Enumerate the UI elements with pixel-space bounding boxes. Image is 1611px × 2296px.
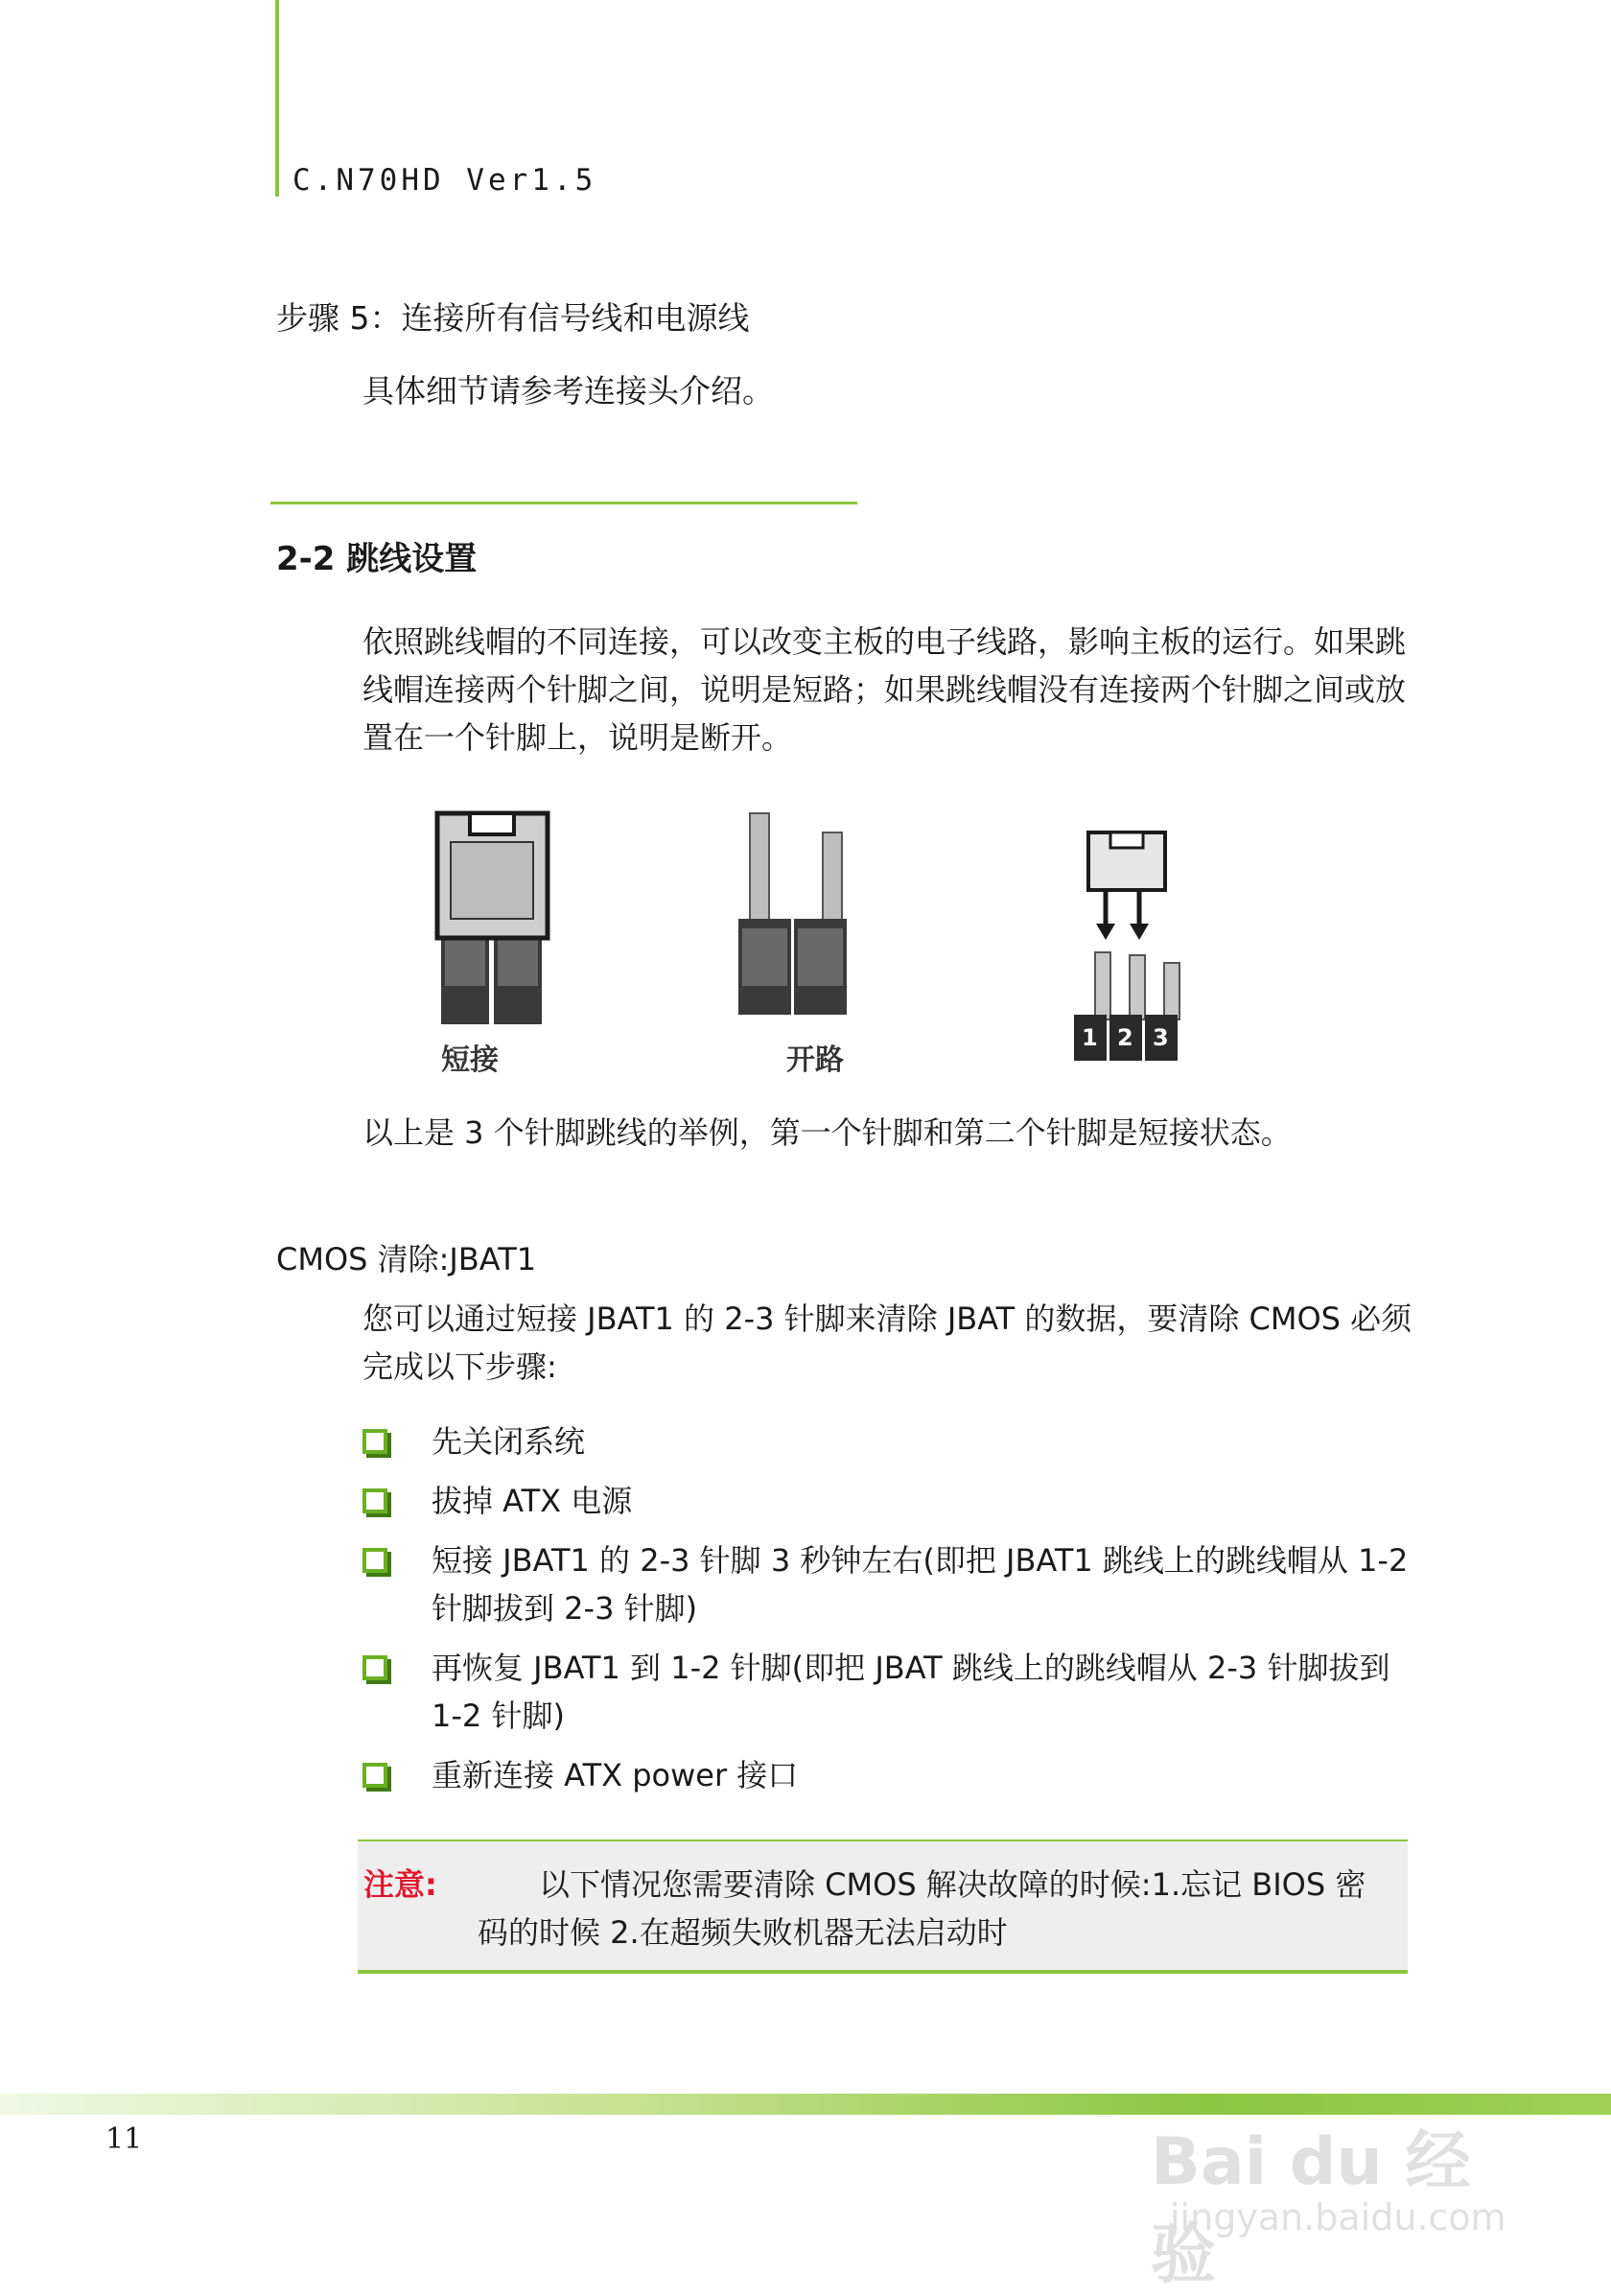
list-item-text: 短接 JBAT1 的 2-3 针脚 3 秒钟左右(即把 JBAT1 跳线上的跳线帽从 1-2 针脚拔到 2-3 针脚): [432, 1542, 1409, 1627]
open-jumper-illustration: [738, 813, 847, 1015]
short-jumper-illustration: [437, 813, 548, 1024]
list-item-text: 再恢复 JBAT1 到 1-2 针脚(即把 JBAT 跳线上的跳线帽从 2-3 针脚拔到 1-2 针脚): [432, 1650, 1390, 1734]
checkbox-bullet-icon: [362, 1655, 387, 1680]
checkbox-bullet-icon: [362, 1763, 387, 1788]
jumper-intro-paragraph: 依照跳线帽的不同连接，可以改变主板的电子线路，影响主板的运行。如果跳线帽连接两个针脚之间，说明是短路；如果跳线帽没有连接两个针脚之间或放置在一个针脚上，说明是断开。: [362, 623, 1407, 756]
list-item: [362, 1417, 1427, 1465]
pin-label-2: 2: [1117, 1024, 1133, 1051]
jumper-figure: [412, 785, 1218, 1091]
cmos-intro-paragraph: 您可以通过短接 JBAT1 的 2-3 针脚来清除 JBAT 的数据，要清除 CMOS 必须完成以下步骤:: [362, 1300, 1413, 1385]
example-text: 以上是 3 个针脚跳线的举例，第一个针脚和第二个针脚是短接状态。: [362, 1114, 1292, 1151]
note-label: 注意:: [363, 1866, 437, 1903]
step-description: 具体细节请参考连接头介绍。: [362, 372, 774, 410]
step-title: 步骤 5：连接所有信号线和电源线: [276, 299, 750, 337]
section-title: 2-2 跳线设置: [276, 540, 478, 578]
caption-short: 短接: [441, 1043, 499, 1077]
list-item-text: 拔掉 ATX 电源: [432, 1483, 633, 1519]
list-item-text: 先关闭系统: [432, 1423, 586, 1460]
list-item: [362, 1751, 1427, 1799]
page-number: 11: [105, 2122, 143, 2156]
watermark-url: jingyan.baidu.com: [1170, 2196, 1506, 2238]
checkbox-bullet-icon: [362, 1488, 387, 1513]
list-item: [362, 1477, 1427, 1525]
list-item-text: 重新连接 ATX power 接口: [432, 1757, 799, 1793]
cmos-steps-list: [362, 1417, 1427, 1811]
checkbox-bullet-icon: [362, 1548, 387, 1573]
list-item: [362, 1536, 1427, 1632]
pin-label-3: 3: [1153, 1024, 1169, 1051]
checkbox-bullet-icon: [362, 1429, 387, 1454]
pin-label-1: 1: [1082, 1024, 1098, 1051]
note-box: [358, 1839, 1408, 1974]
watermark-brand: Bai du 经验: [1151, 2124, 1471, 2293]
header-model: C.N70HD Ver1.5: [292, 163, 597, 198]
section-divider: [270, 502, 857, 504]
caption-open: 开路: [786, 1043, 844, 1077]
watermark: [1151, 2072, 1534, 2293]
cmos-title: CMOS 清除:JBAT1: [276, 1241, 537, 1277]
note-text: 以下情况您需要清除 CMOS 解决故障的时候:1.忘记 BIOS 密码的时候 2.在超频失败机器无法启动时: [478, 1866, 1366, 1951]
header-accent-bar: [275, 0, 279, 197]
list-item: [362, 1644, 1427, 1740]
